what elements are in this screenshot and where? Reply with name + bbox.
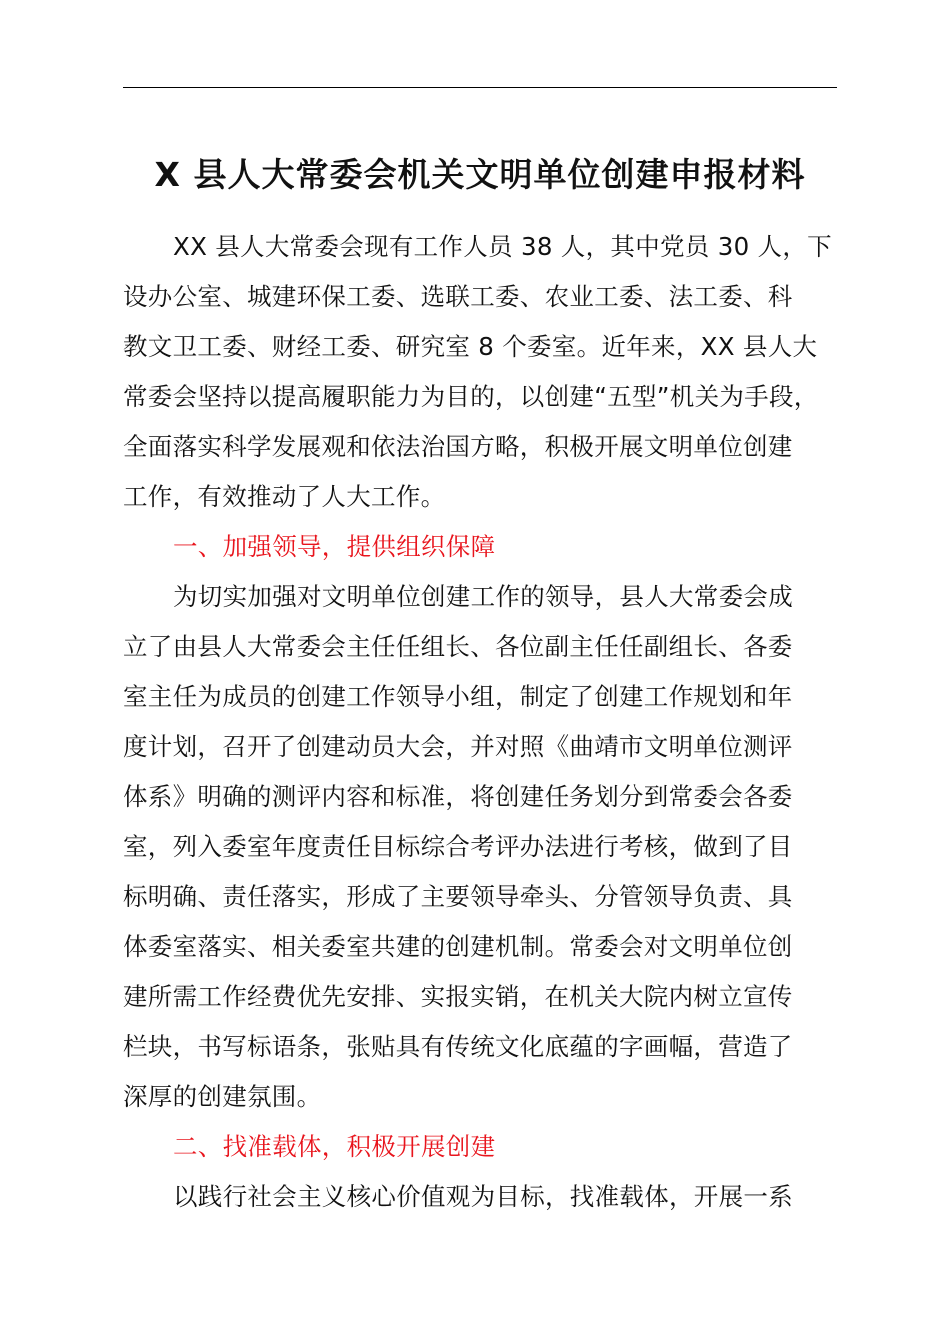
text-line: 以践行社会主义核心价值观为目标，找准载体，开展一系 — [173, 1182, 793, 1211]
text-line: 深厚的创建氛围。 — [123, 1082, 322, 1111]
text-line: 体委室落实、相关委室共建的创建机制。常委会对文明单位创 — [123, 932, 793, 961]
text-line: 全面落实科学发展观和依法治国方略，积极开展文明单位创建 — [123, 432, 793, 461]
heading-text: 二、找准载体，积极开展创建 — [173, 1132, 496, 1161]
section-1-paragraph — [123, 572, 859, 1122]
text-line: 度计划，召开了创建动员大会，并对照《曲靖市文明单位测评 — [123, 732, 793, 761]
text-line: 工作，有效推动了人大工作。 — [123, 482, 446, 511]
header-rule — [123, 87, 837, 88]
section-heading-2 — [123, 1122, 859, 1172]
heading-text: 一、加强领导，提供组织保障 — [173, 532, 496, 561]
document-body — [123, 222, 859, 1222]
text-line: 常委会坚持以提高履职能力为目的，以创建“五型”机关为手段， — [123, 382, 819, 411]
text-line: 为切实加强对文明单位创建工作的领导，县人大常委会成 — [173, 582, 793, 611]
intro-paragraph — [123, 222, 859, 522]
text-line: 建所需工作经费优先安排、实报实销，在机关大院内树立宣传 — [123, 982, 793, 1011]
section-heading-1 — [123, 522, 859, 572]
text-line: 室，列入委室年度责任目标综合考评办法进行考核，做到了目 — [123, 832, 793, 861]
section-2-paragraph — [123, 1172, 859, 1222]
text-line: XX 县人大常委会现有工作人员 38 人，其中党员 30 人，下 — [173, 232, 832, 261]
text-line: 栏块，书写标语条，张贴具有传统文化底蕴的字画幅，营造了 — [123, 1032, 793, 1061]
text-line: 标明确、责任落实，形成了主要领导牵头、分管领导负责、具 — [123, 882, 793, 911]
text-line: 体系》明确的测评内容和标准，将创建任务划分到常委会各委 — [123, 782, 793, 811]
document-title: X 县人大常委会机关文明单位创建申报材料 — [154, 155, 806, 194]
text-line: 立了由县人大常委会主任任组长、各位副主任任副组长、各委 — [123, 632, 793, 661]
text-line: 设办公室、城建环保工委、选联工委、农业工委、法工委、科 — [123, 282, 793, 311]
text-line: 室主任为成员的创建工作领导小组，制定了创建工作规划和年 — [123, 682, 793, 711]
text-line: 教文卫工委、财经工委、研究室 8 个委室。近年来，XX 县人大 — [123, 332, 818, 361]
